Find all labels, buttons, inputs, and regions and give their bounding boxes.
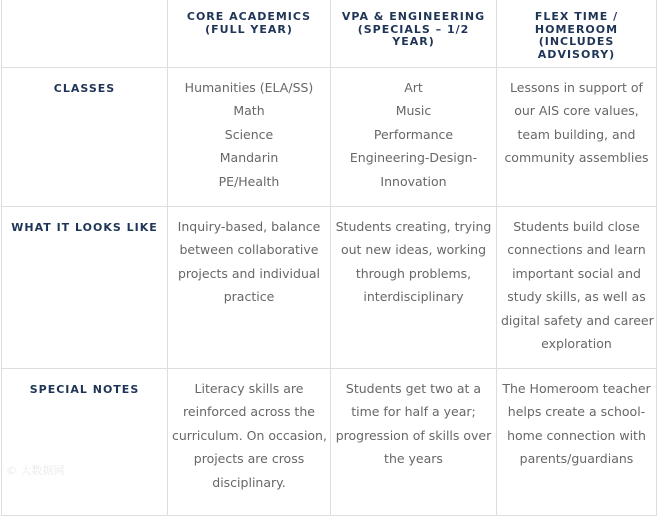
row-label-what-it-looks-like: WHAT IT LOOKS LIKE [2, 207, 168, 369]
cell-text-line: study skills, as well as [507, 289, 646, 305]
cell-text-line: community assemblies [504, 150, 649, 166]
cell-text-line: Engineering-Design- [349, 150, 478, 166]
cell-notes-vpa [331, 369, 497, 516]
cell-text-line: Science [224, 126, 274, 142]
table-row [2, 369, 657, 516]
cell-text-line: Performance [373, 126, 454, 142]
cell-text-line: through problems, [355, 265, 472, 281]
cell-text-line: exploration [541, 336, 612, 352]
cell-text-line: practice [223, 289, 275, 305]
cell-text-line: Art [404, 80, 423, 95]
cell-notes-flex [497, 369, 657, 516]
schedule-table [1, 0, 657, 516]
cell-notes-core [168, 369, 331, 516]
cell-looks-core [168, 207, 331, 369]
cell-text-line: projects and individual [177, 265, 321, 281]
cell-text-line: home connection with [507, 427, 646, 443]
row-label-classes: CLASSES [2, 68, 168, 207]
cell-text-line: curriculum. On occasion, [172, 427, 327, 443]
cell-text-line: between collaborative [179, 242, 319, 258]
cell-text-line: the years [384, 451, 443, 467]
cell-text-line: disciplinary. [212, 474, 286, 490]
cell-text-line: parents/guardians [519, 451, 634, 467]
cell-text-line: important social and [512, 265, 641, 281]
cell-classes-flex [497, 68, 657, 207]
cell-text-line: Music [395, 103, 432, 119]
column-header-flex-time: FLEX TIME / HOMEROOM (INCLUDES ADVISORY) [497, 0, 657, 68]
cell-text-line: Humanities (ELA/SS) [184, 80, 314, 95]
cell-text-line: time for half a year; [351, 404, 476, 420]
table-row [2, 68, 657, 207]
cell-text-line: Literacy skills are [194, 381, 304, 396]
cell-text-line: connections and learn [507, 242, 646, 258]
cell-text-line: reinforced across the [183, 404, 315, 420]
cell-classes-vpa [331, 68, 497, 207]
cell-text-line: Lessons in support of [510, 80, 643, 95]
cell-text-line: digital safety and career [501, 312, 654, 328]
header-row [2, 0, 657, 68]
cell-text-line: team building, and [517, 126, 636, 142]
column-header-vpa-engineering: VPA & ENGINEERING (SPECIALS – 1/2 YEAR) [331, 0, 497, 68]
cell-text-line: PE/Health [218, 173, 280, 189]
cell-text-line: projects are cross [193, 451, 305, 467]
cell-text-line: Students get two at a [345, 381, 482, 396]
cell-text-line: out new ideas, working [340, 242, 487, 258]
row-label-special-notes: SPECIAL NOTES [2, 369, 168, 516]
corner-cell [2, 0, 168, 68]
cell-text-line: Students creating, trying [335, 219, 492, 234]
cell-classes-core [168, 68, 331, 207]
cell-text-line: Students build close [513, 219, 640, 234]
cell-text-line: interdisciplinary [363, 289, 464, 305]
cell-text-line: helps create a school- [507, 404, 646, 420]
cell-text-line: Mandarin [219, 150, 279, 166]
cell-text-line: progression of skills over [335, 427, 492, 443]
table-row [2, 207, 657, 369]
cell-text-line: our AIS core values, [514, 103, 639, 119]
cell-looks-flex [497, 207, 657, 369]
cell-text-line: The Homeroom teacher [502, 381, 651, 396]
cell-looks-vpa [331, 207, 497, 369]
cell-text-line: Inquiry-based, balance [177, 219, 321, 234]
cell-text-line: Innovation [380, 173, 447, 189]
cell-text-line: Math [233, 103, 265, 119]
column-header-core-academics: CORE ACADEMICS (FULL YEAR) [168, 0, 331, 68]
watermark-logo: © 大数据网 [6, 464, 65, 477]
